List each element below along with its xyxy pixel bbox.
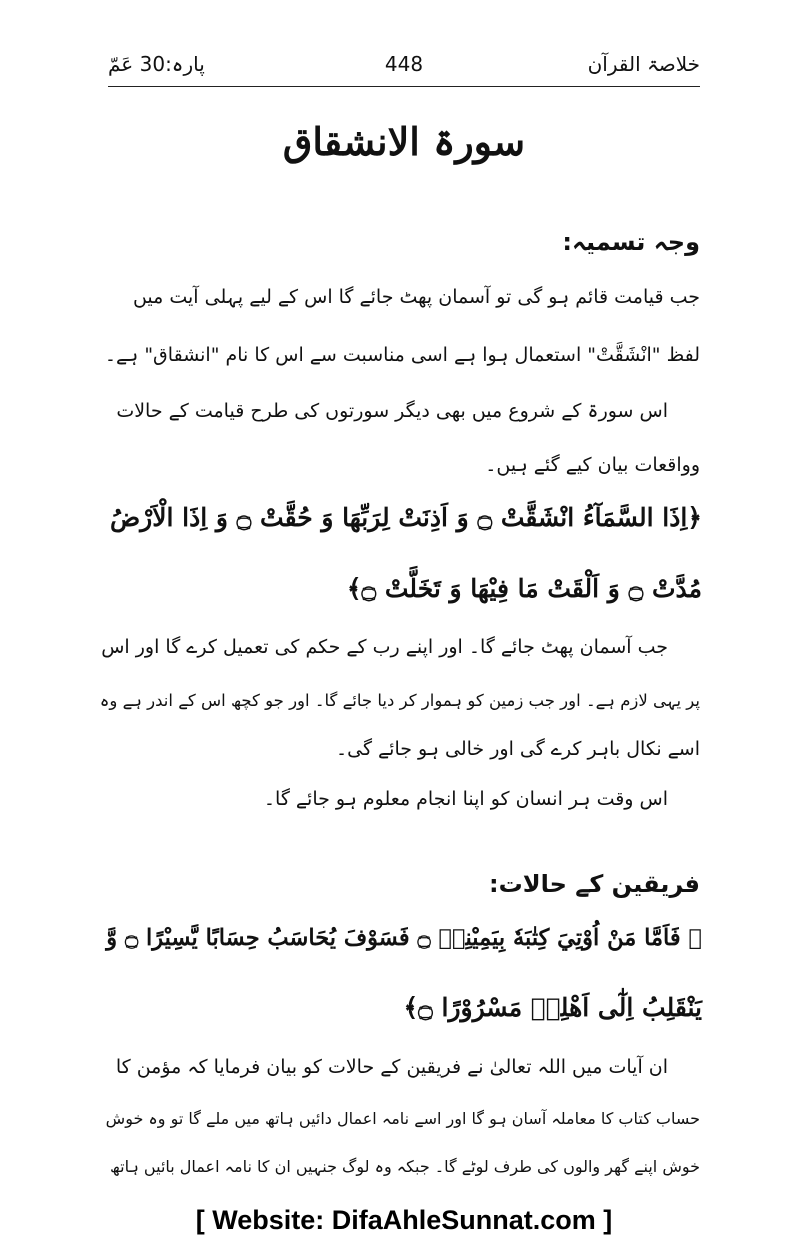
page-header: [108, 46, 700, 87]
page-number: 448: [384, 52, 424, 76]
paragraph-line: اس سورۃ کے شروع میں بھی دیگر سورتوں کی طرح قیامت کے حالات: [116, 400, 668, 422]
section-heading-two-groups: فریقین کے حالات:: [489, 870, 700, 898]
quran-verse-line: ﴿اِذَا السَّمَآءُ انْشَقَّتْ ۝ وَ اَذِنَتْ لِرَبِّهَا وَ حُقَّتْ ۝ وَ اِذَا الْاَرْضُ: [109, 503, 702, 532]
paragraph-line: لفظ "انْشَقَّتْ" استعمال ہوا ہے اسی مناسبت سے اس کا نام "انشقاق" ہے۔: [104, 344, 700, 366]
quran-verse-line: يَنْقَلِبُ اِلٰٓى اَهْلِهٖ مَسْرُوْرًا ۝﴾: [403, 993, 702, 1022]
book-title: خلاصۃ القرآن: [587, 52, 700, 76]
translation-line: جب آسمان پھٹ جائے گا۔ اور اپنے رب کے حکم کی تعمیل کرے گا اور اس: [101, 636, 668, 658]
translation-line: پر یہی لازم ہے۔ اور جب زمین کو ہموار کر دیا جائے گا۔ اور جو کچھ اس کے اندر ہے وہ: [99, 691, 700, 710]
section-heading-naming: وجہ تسمیہ:: [562, 228, 700, 256]
paragraph-line: جب قیامت قائم ہو گی تو آسمان پھٹ جائے گا اس کے لیے پہلی آیت میں: [132, 286, 700, 308]
paragraph-line: حساب کتاب کا معاملہ آسان ہو گا اور اسے نامہ اعمال دائیں ہاتھ میں ملے گا تو وہ خوش: [105, 1109, 700, 1128]
translation-line: اس وقت ہر انسان کو اپنا انجام معلوم ہو جائے گا۔: [263, 788, 668, 810]
juz-label: پارہ:30 عَمّ: [108, 52, 205, 76]
quran-verse-line: ﴿ فَاَمَّا مَنْ اُوْتِيَ كِتٰبَهٗ بِيَمِيْنِهٖ ۝ فَسَوْفَ يُحَاسَبُ حِسَابًا يَّسِيْرًا ۝ وَّ: [106, 925, 702, 951]
translation-line: اسے نکال باہر کرے گی اور خالی ہو جائے گی۔: [335, 738, 700, 760]
paragraph-line: وواقعات بیان کیے گئے ہیں۔: [485, 454, 700, 476]
paragraph-line: خوش اپنے گھر والوں کی طرف لوٹے گا۔ جبکہ وہ لوگ جنہیں ان کا نامہ اعمال بائیں ہاتھ: [110, 1157, 700, 1176]
paragraph-line: ان آیات میں اللہ تعالیٰ نے فریقین کے حالات کو بیان فرمایا کہ مؤمن کا: [115, 1056, 668, 1078]
website-footer: [ Website: DifaAhleSunnat.com ]: [195, 1205, 613, 1235]
quran-verse-line: مُدَّتْ ۝ وَ اَلْقَتْ مَا فِيْهَا وَ تَخَلَّتْ ۝﴾: [346, 574, 702, 603]
surah-title: سورۃ الانشقاق: [282, 119, 526, 164]
